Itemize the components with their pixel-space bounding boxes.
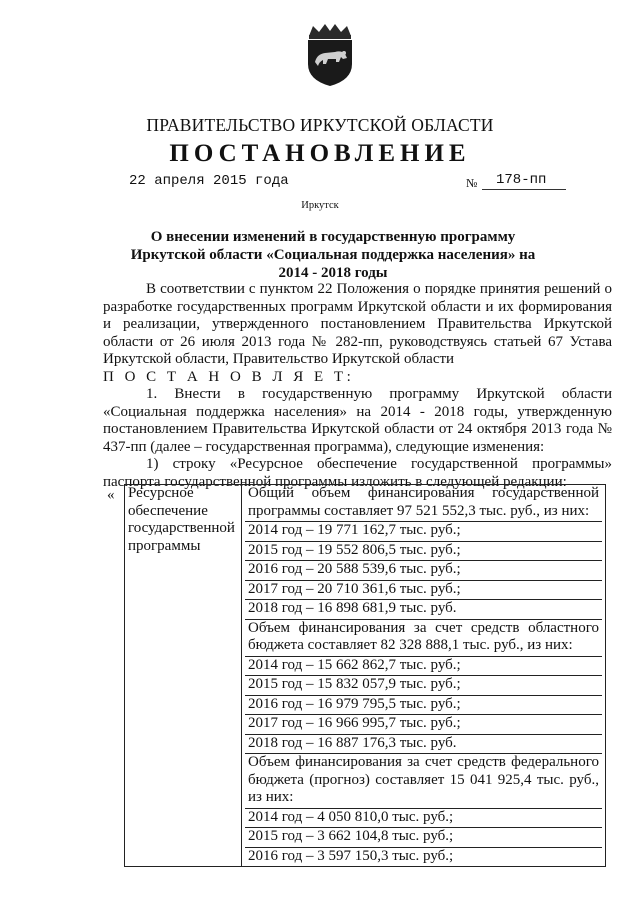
document-body (103, 281, 612, 491)
government-name: ПРАВИТЕЛЬСТВО ИРКУТСКОЙ ОБЛАСТИ (146, 115, 494, 135)
table-left-cell: Ресурсное обеспечение государственной программы (125, 485, 242, 867)
table-line: 2016 год – 20 588 539,6 тыс. руб.; (245, 561, 602, 581)
table-line: Объем финансирования за счет средств областного бюджета составляет 82 328 888,1 тыс. руб., из них: (245, 620, 602, 657)
item-1-1-paragraph: 1) строку «Ресурсное обеспечение государственной программы» паспорта государственной программы изложить в следующей редакции: (103, 456, 612, 490)
document-title: О внесении изменений в государственную программу Иркутской области «Социальная поддержка населения» на 2014 - 2018 годы (130, 229, 536, 281)
item-1-paragraph: 1. Внести в государственную программу Иркутской области «Социальная поддержка населения» на 2014 - 2018 годы, утвержденную постановлением Правительства Иркутской области от 24 октября 2013 года № 437-пп (далее – государственная программа), следующие изменения: (103, 386, 612, 455)
preamble-paragraph: В соответствии с пунктом 22 Положения о порядке принятия решений о разработке государственных программ Иркутской области и их формирования и реализации, утвержденного постановлением Правительства Иркутской области от 26 июля 2013 года № 282-пп, руководствуясь статьей 67 Устава Иркутской области, Правительство Иркутской области (103, 281, 612, 367)
table-line: 2014 год – 15 662 862,7 тыс. руб.; (245, 657, 602, 677)
table-row (125, 485, 606, 867)
table-line: 2016 год – 16 979 795,5 тыс. руб.; (245, 696, 602, 716)
table-line: 2015 год – 15 832 057,9 тыс. руб.; (245, 676, 602, 696)
table-line: Общий объем финансирования государственной программы составляет 97 521 552,3 тыс. руб., из них: (245, 485, 602, 522)
number-sign: № (466, 176, 478, 190)
table-line: 2018 год – 16 887 176,3 тыс. руб. (245, 735, 602, 755)
table-line: 2017 год – 16 966 995,7 тыс. руб.; (245, 715, 602, 735)
table-line: 2018 год – 16 898 681,9 тыс. руб. (245, 600, 602, 620)
resolves-line: П О С Т А Н О В Л Я Е Т: (103, 368, 355, 385)
coat-of-arms-icon (301, 22, 359, 88)
open-quote: « (107, 487, 115, 503)
table-right-cell (242, 485, 606, 867)
table-line: 2015 год – 19 552 806,5 тыс. руб.; (245, 542, 602, 562)
table-line: 2015 год – 3 662 104,8 тыс. руб.; (245, 828, 602, 848)
resource-table (124, 484, 606, 867)
table-line: 2017 год – 20 710 361,6 тыс. руб.; (245, 581, 602, 601)
table-line: 2014 год – 19 771 162,7 тыс. руб.; (245, 522, 602, 542)
city: Иркутск (301, 200, 339, 211)
table-line: Объем финансирования за счет средств федерального бюджета (прогноз) составляет 15 041 925,4 тыс. руб., из них: (245, 754, 602, 809)
document-number: 178-пп (482, 172, 566, 190)
table-line: 2016 год – 3 597 150,3 тыс. руб.; (248, 847, 454, 864)
table-line: 2014 год – 4 050 810,0 тыс. руб.; (245, 809, 602, 829)
document-type: ПОСТАНОВЛЕНИЕ (169, 140, 471, 167)
document-date: 22 апреля 2015 года (129, 173, 289, 189)
